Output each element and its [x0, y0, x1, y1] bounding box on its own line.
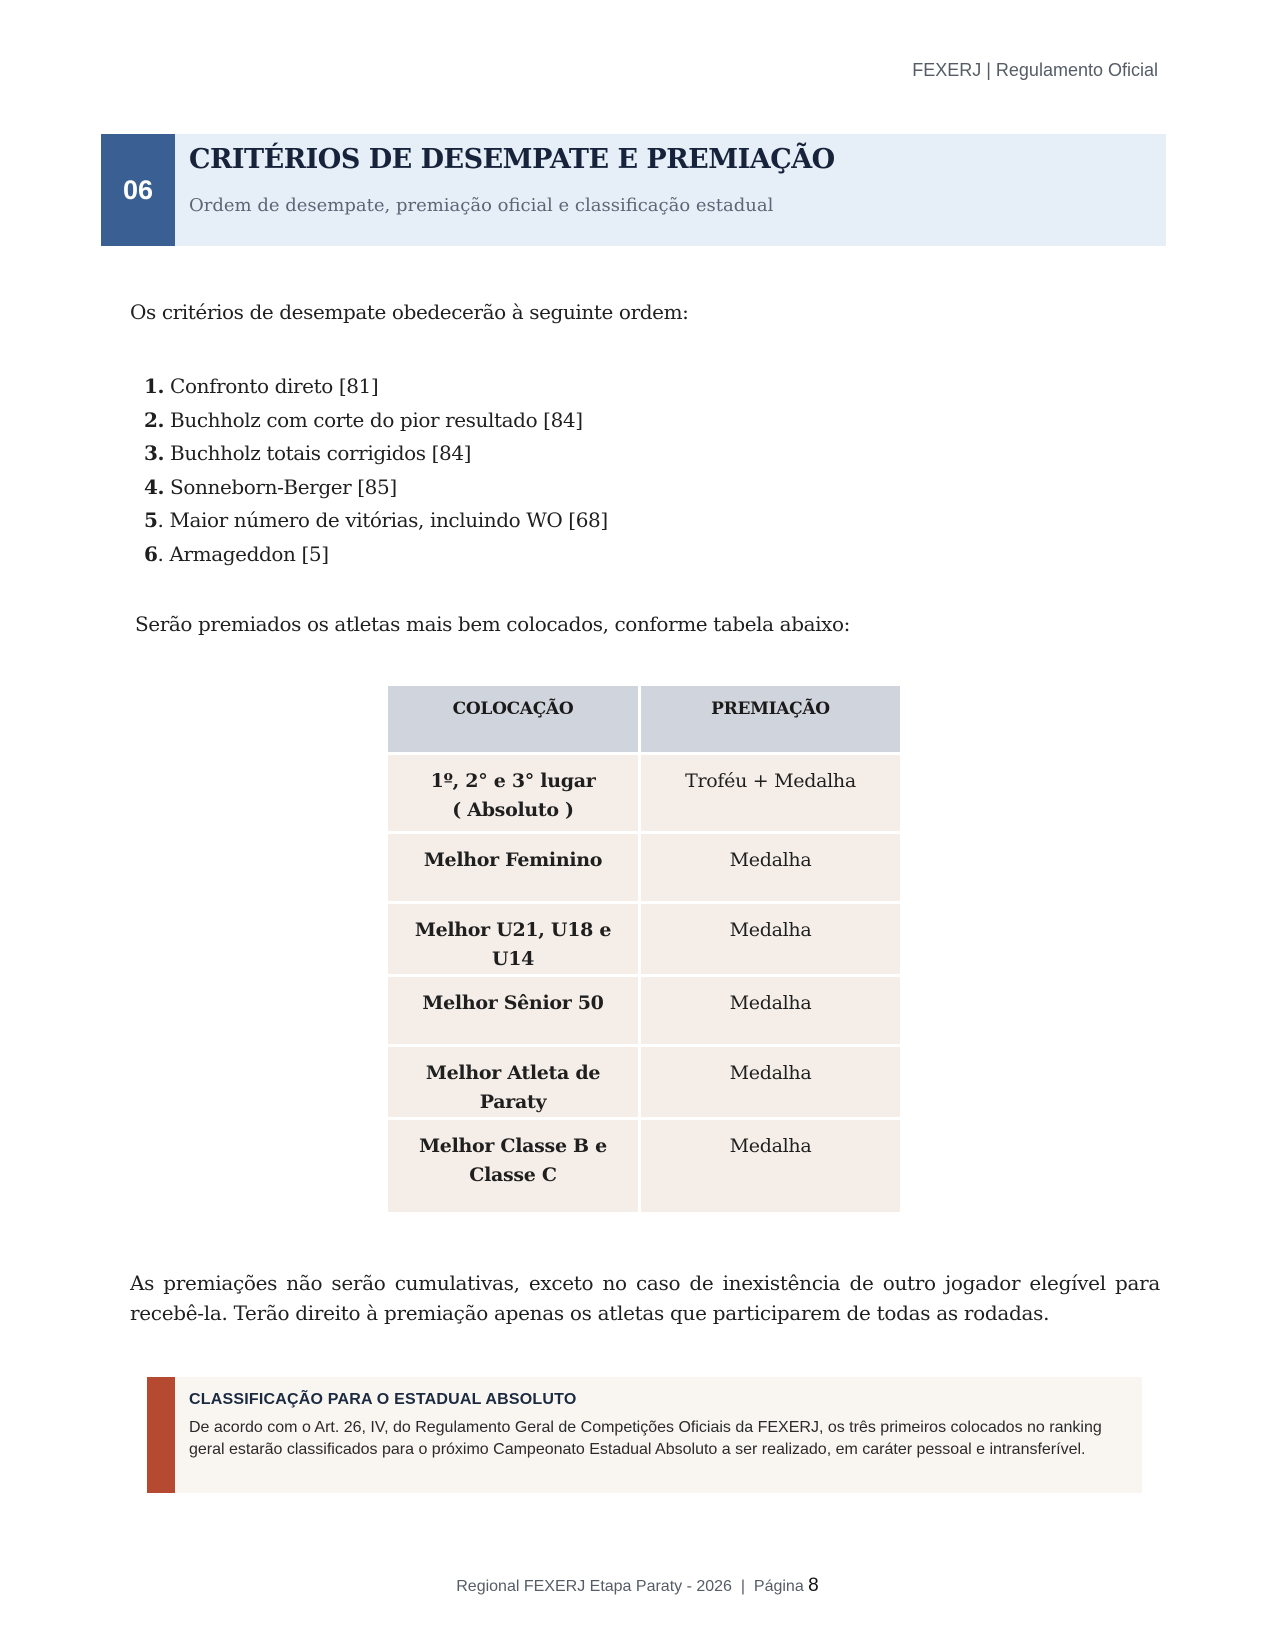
placement-cell [388, 904, 641, 977]
list-item [144, 504, 608, 538]
callout-title: CLASSIFICAÇÃO PARA O ESTADUAL ABSOLUTO [189, 1391, 577, 1408]
table-header-row [388, 686, 900, 755]
criterion-number: 6 [144, 541, 158, 566]
prize-cell: Troféu + Medalha [641, 755, 900, 834]
running-header: FEXERJ | Regulamento Oficial [912, 60, 1158, 80]
section-banner [101, 134, 1166, 246]
prize-cell: Medalha [641, 834, 900, 904]
list-item [144, 471, 608, 505]
callout-body: De acordo com o Art. 26, IV, do Regulamento Geral de Competições Oficiais da FEXERJ, os três primeiros colocados no ranking geral estarão classificados para o próximo Campeonato Estadual Absoluto a ser realizado, em caráter pessoal e intransferível. [189, 1419, 1102, 1458]
list-item [144, 370, 608, 404]
criterion-number: 3. [144, 441, 165, 466]
criterion-number: 5 [144, 508, 158, 533]
table-row [388, 977, 900, 1047]
section-subtitle: Ordem de desempate, premiação oficial e classificação estadual [189, 195, 774, 216]
placement-cell [388, 834, 641, 904]
list-item [144, 538, 608, 572]
table-row [388, 904, 900, 977]
section-heading-text [175, 134, 835, 246]
awards-table [388, 686, 900, 1215]
placement-line: Melhor Classe B e [419, 1135, 607, 1157]
criterion-text: Confronto direto [81] [164, 374, 379, 398]
criterion-text: Buchholz totais corrigidos [84] [164, 441, 472, 466]
awards-rules-paragraph: As premiações não serão cumulativas, exceto no caso de inexistência de outro jogador elegível para recebê-la. Terão direito à premiação apenas os atletas que participarem de todas as rodadas. [130, 1271, 1160, 1325]
criterion-text: Buchholz com corte do pior resultado [84] [164, 407, 583, 432]
placement-cell [388, 1047, 641, 1120]
page-number: 8 [808, 1575, 819, 1596]
table-row [388, 834, 900, 904]
criterion-text: Sonneborn-Berger [85] [164, 474, 397, 499]
classification-callout [147, 1377, 1142, 1493]
page-footer [0, 1575, 1275, 1597]
placement-cell [388, 755, 641, 834]
criterion-text: . Maior número de vitórias, incluindo WO [68] [157, 508, 608, 533]
prize-cell: Medalha [641, 1120, 900, 1215]
column-header-placement: COLOCAÇÃO [388, 686, 641, 755]
section-title: CRITÉRIOS DE DESEMPATE E PREMIAÇÃO [189, 144, 835, 175]
placement-line: Melhor Atleta de Paraty [425, 1062, 601, 1113]
prize-cell: Medalha [641, 977, 900, 1047]
placement-line: ( Absoluto ) [452, 799, 574, 821]
criterion-number: 4. [144, 474, 165, 499]
placement-cell [388, 977, 641, 1047]
criterion-number: 1. [144, 374, 165, 398]
column-header-prize: PREMIAÇÃO [641, 686, 900, 755]
table-row [388, 1120, 900, 1215]
section-number: 06 [101, 134, 175, 246]
placement-line: Melhor Sênior 50 [422, 992, 604, 1014]
placement-line: Melhor Feminino [423, 849, 603, 871]
placement-line: 1º, 2° e 3° lugar [430, 770, 596, 792]
prize-cell: Medalha [641, 904, 900, 977]
criterion-number: 2. [144, 407, 165, 432]
placement-line: Melhor U21, U18 e U14 [414, 919, 612, 970]
placement-line: Classe C [469, 1164, 557, 1186]
list-item [144, 404, 608, 438]
criterion-text: . Armageddon [5] [157, 541, 329, 566]
footer-text: Regional FEXERJ Etapa Paraty - 2026 | Página [456, 1578, 809, 1595]
tiebreak-intro: Os critérios de desempate obedecerão à seguinte ordem: [130, 300, 689, 324]
table-row [388, 755, 900, 834]
tiebreak-criteria-list [144, 370, 608, 572]
prize-cell: Medalha [641, 1047, 900, 1120]
awards-intro: Serão premiados os atletas mais bem colocados, conforme tabela abaixo: [135, 612, 850, 636]
callout-accent-bar [147, 1377, 175, 1493]
list-item [144, 437, 608, 471]
table-row [388, 1047, 900, 1120]
placement-cell [388, 1120, 641, 1215]
